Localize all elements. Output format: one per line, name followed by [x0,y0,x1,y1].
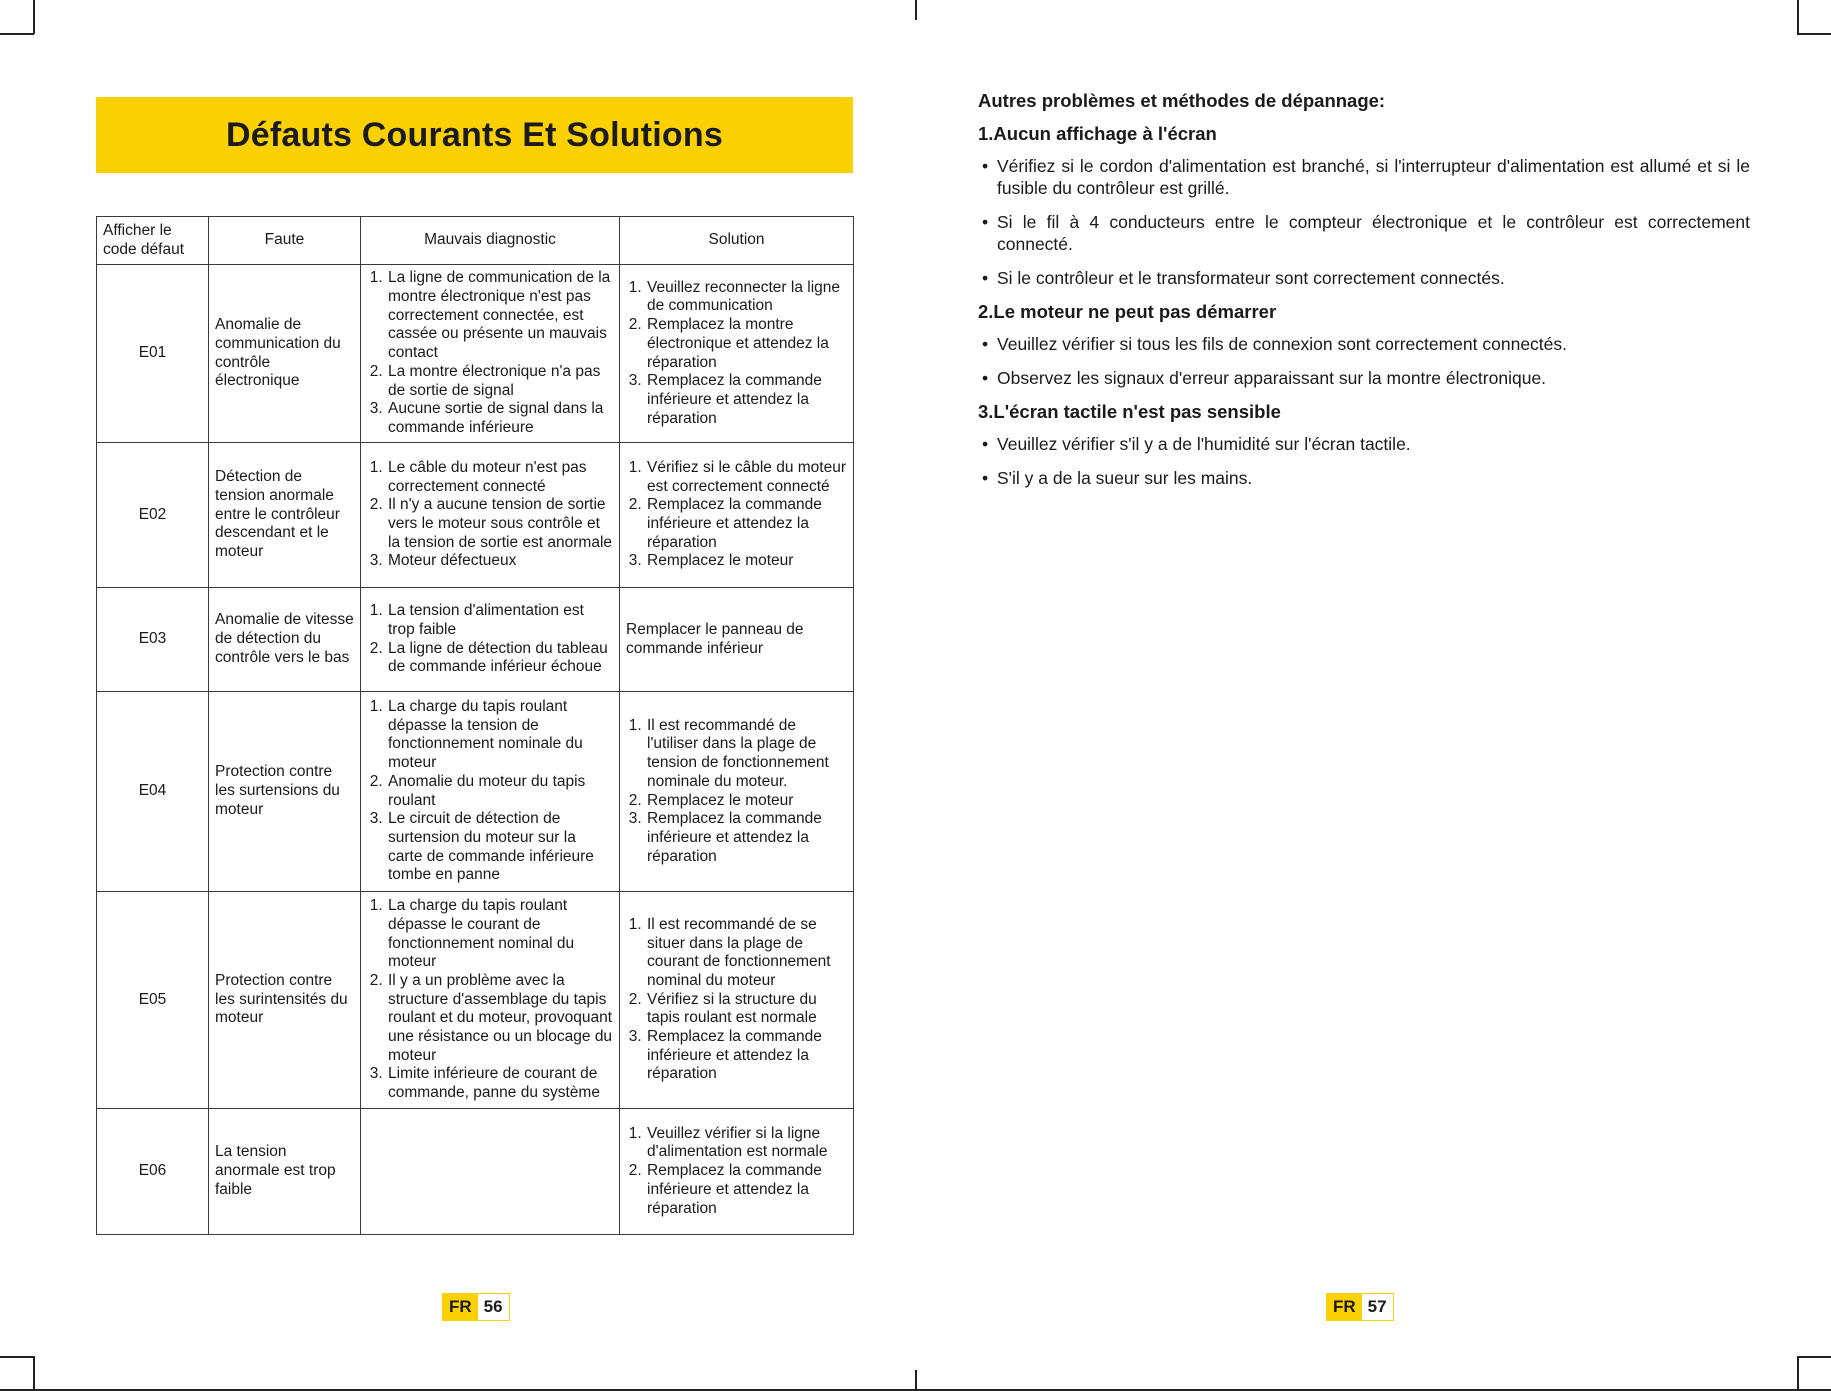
solution-item: 1. Veuillez reconnecter la ligne de communication [646,279,847,316]
language-label: FR [443,1294,478,1320]
fault-code: E01 [97,265,209,443]
diagnosis-item: 1. La ligne de communication de la montre électronique n'est pas correctement connectée, est cassée ou présente un mauvais contact [387,269,613,363]
right-page [915,0,1831,1391]
solution-cell [620,892,854,1109]
diagnosis-item: 2. Anomalie du moteur du tapis roulant [387,773,613,810]
diagnosis-cell [361,443,620,588]
solution-cell [620,1109,854,1235]
solution-cell [620,443,854,588]
fault-description: Détection de tension anormale entre le contrôleur descendant et le moteur [209,443,361,588]
subsection-title: 3.L'écran tactile n'est pas sensible [978,401,1281,422]
solution-item: 1. Il est recommandé de l'utiliser dans la plage de tension de fonctionnement nominale du moteur. [646,717,847,792]
fault-description: Anomalie de vitesse de détection du contrôle vers le bas [209,588,361,692]
list-item [978,267,1750,289]
section-heading: Autres problèmes et méthodes de dépannage: [978,90,1386,111]
page-number-badge [442,1293,510,1321]
solution-item: 2. Remplacez la commande inférieure et attendez la réparation [646,1162,847,1218]
page-number: 56 [478,1294,509,1320]
solution-item: 1. Il est recommandé de se situer dans la plage de courant de fonctionnement nominal du moteur [646,916,847,991]
list-item [978,433,1750,455]
table-row [97,588,854,692]
page-number: 57 [1362,1294,1393,1320]
diagnosis-item: 2. La ligne de détection du tableau de commande inférieur échoue [387,640,613,677]
list-item-text: Observez les signaux d'erreur apparaissant sur la montre électronique. [997,368,1547,388]
diagnosis-item: 3. Limite inférieure de courant de commande, panne du système [387,1065,613,1102]
list-item [978,333,1750,355]
list-item-text: Veuillez vérifier s'il y a de l'humidité sur l'écran tactile. [997,434,1411,454]
bullet-icon: • [982,334,989,354]
fault-code: E06 [97,1109,209,1235]
language-label: FR [1327,1294,1362,1320]
fault-code: E04 [97,692,209,892]
header-diagnosis: Mauvais diagnostic [361,217,620,265]
troubleshooting-section [978,90,1750,501]
diagnosis-cell [361,588,620,692]
page-number-badge [1326,1293,1394,1321]
diagnosis-item: 1. La charge du tapis roulant dépasse la tension de fonctionnement nominale du moteur [387,698,613,773]
subsection-title: 1.Aucun affichage à l'écran [978,123,1217,144]
page-title: Défauts Courants Et Solutions [226,115,723,154]
title-banner [96,97,853,173]
fault-description: Protection contre les surintensités du moteur [209,892,361,1109]
diagnosis-item: 2. Il y a un problème avec la structure d'assemblage du tapis roulant et du moteur, provoquant une résistance ou un blocage du moteur [387,972,613,1066]
solution-item: 3. Remplacez le moteur [646,552,847,571]
solution-item: 2. Remplacez la montre électronique et attendez la réparation [646,316,847,372]
solution-item: 2. Remplacez le moteur [646,792,847,811]
solution-item: 3. Remplacez la commande inférieure et attendez la réparation [646,810,847,866]
fault-code: E03 [97,588,209,692]
diagnosis-item: 2. La montre électronique n'a pas de sortie de signal [387,363,613,400]
diagnosis-item: 1. La tension d'alimentation est trop faible [387,602,613,639]
diagnosis-cell [361,1109,620,1235]
header-code: Afficher le code défaut [97,217,209,265]
solution-item: 2. Vérifiez si la structure du tapis roulant est normale [646,991,847,1028]
list-item [978,211,1750,255]
list-item-text: Vérifiez si le cordon d'alimentation est branché, si l'interrupteur d'alimentation est allumé et si le fusible du contrôleur est grillé. [997,156,1750,198]
table-row [97,692,854,892]
list-item [978,467,1750,489]
table-row [97,1109,854,1235]
diagnosis-item: 1. Le câble du moteur n'est pas correctement connecté [387,459,613,496]
list-item-text: Si le contrôleur et le transformateur sont correctement connectés. [997,268,1505,288]
diagnosis-cell [361,265,620,443]
header-fault: Faute [209,217,361,265]
header-solution: Solution [620,217,854,265]
solution-cell: Remplacer le panneau de commande inférieur [620,588,854,692]
subsection-title: 2.Le moteur ne peut pas démarrer [978,301,1277,322]
diagnosis-item: 3. Aucune sortie de signal dans la commande inférieure [387,400,613,437]
table-row [97,265,854,443]
solution-item: 1. Vérifiez si le câble du moteur est correctement connecté [646,459,847,496]
fault-description: Anomalie de communication du contrôle électronique [209,265,361,443]
fault-code: E05 [97,892,209,1109]
solution-item: 1. Veuillez vérifier si la ligne d'alimentation est normale [646,1125,847,1162]
bullet-icon: • [982,434,989,454]
bullet-icon: • [982,268,989,288]
list-item-text: S'il y a de la sueur sur les mains. [997,468,1253,488]
fault-code: E02 [97,443,209,588]
solution-cell [620,692,854,892]
diagnosis-item: 3. Moteur défectueux [387,552,613,571]
bullet-icon: • [982,368,989,388]
bullet-icon: • [982,212,989,232]
diagnosis-item: 2. Il n'y a aucune tension de sortie vers le moteur sous contrôle et la tension de sortie est anormale [387,496,613,552]
bullet-icon: • [982,156,989,176]
bullet-icon: • [982,468,989,488]
diagnosis-item: 1. La charge du tapis roulant dépasse le courant de fonctionnement nominal du moteur [387,897,613,972]
diagnosis-cell [361,892,620,1109]
list-item [978,155,1750,199]
fault-description: La tension anormale est trop faible [209,1109,361,1235]
diagnosis-cell [361,692,620,892]
solution-item: 3. Remplacez la commande inférieure et attendez la réparation [646,372,847,428]
fault-description: Protection contre les surtensions du moteur [209,692,361,892]
solution-item: 2. Remplacez la commande inférieure et attendez la réparation [646,496,847,552]
solution-item: 3. Remplacez la commande inférieure et attendez la réparation [646,1028,847,1084]
table-row [97,443,854,588]
list-item-text: Veuillez vérifier si tous les fils de connexion sont correctement connectés. [997,334,1568,354]
diagnosis-item: 3. Le circuit de détection de surtension du moteur sur la carte de commande inférieure tombe en panne [387,810,613,885]
list-item [978,367,1750,389]
table-row [97,892,854,1109]
table-header-row [97,217,854,265]
list-item-text: Si le fil à 4 conducteurs entre le compteur électronique et le contrôleur est correctement connecté. [997,212,1750,254]
left-page [0,0,915,1391]
fault-code-table [96,216,854,1235]
solution-cell [620,265,854,443]
